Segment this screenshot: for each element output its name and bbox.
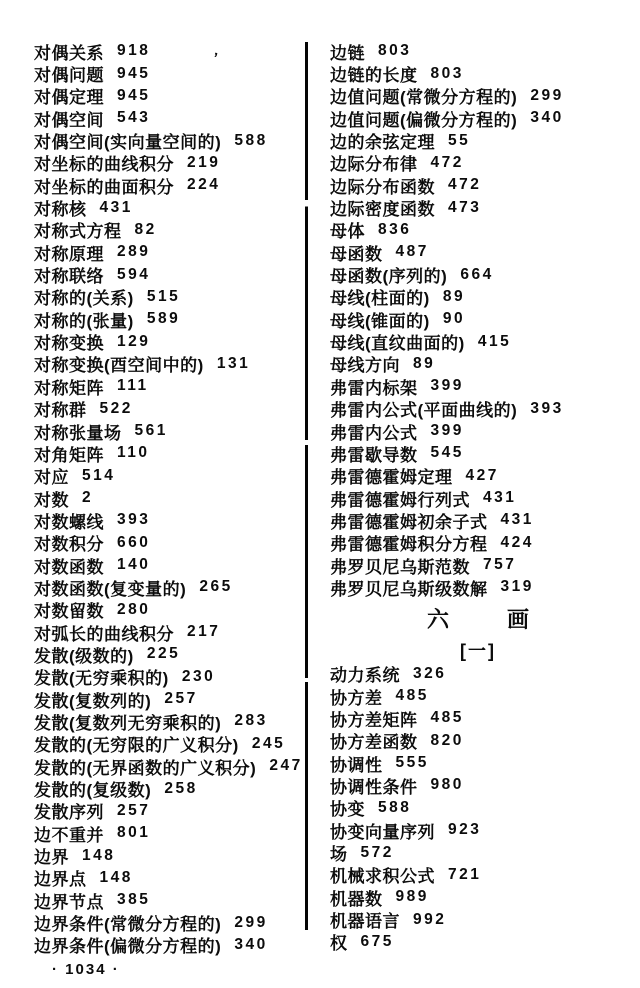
column-divider-rule: [305, 42, 308, 930]
entry-term: 边际分布律: [330, 155, 418, 175]
index-entry: [34, 822, 306, 844]
entry-page-number: 415: [477, 332, 512, 350]
entry-page-number: 225: [146, 645, 181, 663]
entry-term: 协方差矩阵: [330, 710, 418, 730]
entry-page-number: 555: [395, 754, 429, 772]
entry-term: 母线(直纹曲面的): [330, 334, 465, 354]
entry-page-number: 664: [460, 265, 494, 283]
index-entry: [34, 107, 306, 129]
entry-term: 对角矩阵: [34, 445, 104, 465]
entry-term: 发散的(复级数): [34, 781, 152, 801]
index-entry: [34, 308, 306, 330]
entry-page-number: 393: [117, 511, 151, 529]
entry-term: 发散(复数列无穷乘积的): [34, 713, 222, 733]
entry-page-number: 427: [465, 466, 499, 484]
entry-page-number: 280: [117, 600, 151, 618]
page-number-footer: · 1034 ·: [52, 961, 120, 978]
entry-term: 对称核: [34, 200, 87, 220]
entry-page-number: 561: [134, 422, 168, 440]
index-entry: [330, 129, 626, 151]
right-column-top-entries: [330, 40, 626, 599]
index-entry: [34, 152, 306, 174]
entry-page-number: 257: [164, 690, 198, 708]
entry-term: 边值问题(常微分方程的): [330, 88, 518, 108]
index-entry: [330, 663, 626, 685]
entry-term: 对数函数: [34, 557, 104, 577]
entry-page-number: 431: [500, 511, 534, 529]
entry-page-number: 265: [199, 578, 233, 596]
entry-term: 边界条件(常微分方程的): [34, 915, 222, 935]
entry-page-number: 148: [82, 846, 116, 864]
index-entry: [330, 685, 626, 707]
entry-page-number: 148: [99, 868, 133, 886]
entry-term: 机器语言: [330, 912, 400, 932]
entry-term: 母线(锥面的): [330, 311, 430, 331]
index-entry: [330, 774, 626, 796]
entry-term: 对坐标的曲线积分: [34, 155, 174, 175]
index-entry: [34, 867, 306, 889]
entry-term: 对称变换(酉空间中的): [34, 356, 204, 376]
entry-page-number: 129: [117, 332, 151, 350]
index-entry: [34, 330, 306, 352]
index-entry: [34, 420, 306, 442]
index-entry: [34, 889, 306, 911]
entry-page-number: 431: [483, 489, 517, 507]
entry-term: 母体: [330, 222, 365, 242]
entry-term: 边界: [34, 848, 69, 868]
entry-term: 协变向量序列: [330, 822, 435, 842]
entry-page-number: 399: [430, 377, 464, 395]
left-column: [34, 40, 306, 956]
index-entry: [330, 576, 626, 598]
entry-term: 对数积分: [34, 535, 104, 555]
index-entry: [330, 398, 626, 420]
entry-page-number: 515: [146, 287, 181, 305]
scan-artifact-mark: ’: [211, 49, 219, 68]
index-entry: [34, 554, 306, 576]
index-entry: [330, 442, 626, 464]
index-entry: [34, 576, 306, 598]
entry-page-number: 299: [234, 913, 268, 931]
entry-term: 弗雷德霍姆定理: [330, 468, 453, 488]
section-heading-char: 画: [507, 607, 530, 633]
index-entry: [34, 710, 306, 732]
entry-term: 对应: [34, 468, 69, 488]
right-column: [330, 40, 626, 953]
index-entry: [34, 40, 306, 62]
entry-term: 边链的长度: [330, 66, 418, 86]
index-entry: [34, 465, 306, 487]
entry-page-number: 257: [117, 801, 151, 819]
index-entry: [34, 532, 306, 554]
entry-term: 对称原理: [34, 244, 104, 264]
entry-term: 发散序列: [34, 803, 104, 823]
entry-term: 母函数: [330, 244, 383, 264]
entry-term: 对偶空间: [34, 110, 104, 130]
entry-term: 边界点: [34, 870, 87, 890]
entry-page-number: 803: [378, 42, 412, 60]
right-column-bottom-entries: [330, 663, 626, 953]
entry-term: 对偶问题: [34, 66, 104, 86]
entry-page-number: 247: [269, 757, 303, 775]
index-entry: [330, 908, 626, 930]
entry-term: 弗雷内公式: [330, 423, 418, 443]
entry-term: 协调性: [330, 755, 383, 775]
entry-term: 弗雷德霍姆行列式: [330, 490, 470, 510]
index-entry: [34, 800, 306, 822]
index-entry: [330, 330, 626, 352]
entry-page-number: 522: [99, 399, 133, 417]
index-entry: [330, 931, 626, 953]
entry-page-number: 820: [430, 731, 464, 749]
index-entry: [330, 841, 626, 863]
entry-page-number: 385: [117, 891, 151, 909]
entry-term: 弗雷德霍姆积分方程: [330, 535, 488, 555]
index-entry: [34, 621, 306, 643]
entry-term: 对称的(张量): [34, 311, 134, 331]
entry-page-number: 90: [442, 310, 466, 328]
index-entry: [330, 509, 626, 531]
index-entry: [330, 196, 626, 218]
section-heading-char: 六: [426, 607, 449, 633]
entry-page-number: 487: [395, 243, 429, 261]
index-entry: [34, 487, 306, 509]
entry-term: 场: [330, 845, 348, 865]
entry-term: 边的余弦定理: [330, 133, 435, 153]
entry-term: 边不重并: [34, 825, 104, 845]
entry-term: 对数螺线: [34, 512, 104, 532]
index-entry: [330, 554, 626, 576]
entry-page-number: 393: [530, 399, 564, 417]
entry-page-number: 757: [483, 556, 517, 574]
entry-term: 对数: [34, 490, 69, 510]
entry-page-number: 2: [82, 489, 94, 507]
index-entry: [330, 864, 626, 886]
entry-page-number: 140: [117, 556, 151, 574]
entry-term: 动力系统: [330, 666, 400, 686]
entry-page-number: 431: [99, 198, 133, 216]
entry-term: 边际分布函数: [330, 177, 435, 197]
entry-term: 边值问题(偏微分方程的): [330, 110, 518, 130]
index-entry: [330, 707, 626, 729]
entry-page-number: 110: [117, 444, 150, 462]
entry-page-number: 588: [378, 798, 412, 816]
entry-term: 对称群: [34, 401, 87, 421]
entry-term: 发散(级数的): [34, 646, 134, 666]
entry-term: 对弧长的曲线积分: [34, 624, 174, 644]
entry-page-number: 299: [530, 86, 564, 104]
index-entry: [34, 509, 306, 531]
index-entry: [330, 219, 626, 241]
index-entry: [34, 755, 306, 777]
entry-page-number: 219: [187, 153, 221, 171]
entry-page-number: 472: [448, 176, 482, 194]
index-entry: [34, 286, 306, 308]
entry-page-number: 989: [395, 888, 429, 906]
index-entry: [34, 844, 306, 866]
index-entry: [330, 152, 626, 174]
section-heading-six-strokes: [330, 601, 626, 637]
entry-term: 对偶定理: [34, 88, 104, 108]
entry-term: 边界条件(偏微分方程的): [34, 937, 222, 957]
index-entry: [330, 420, 626, 442]
entry-page-number: 230: [181, 667, 216, 685]
entry-term: 协方差函数: [330, 733, 418, 753]
entry-page-number: 424: [500, 533, 534, 551]
index-entry: [34, 733, 306, 755]
entry-term: 对称的(关系): [34, 289, 134, 309]
entry-term: 弗雷德霍姆初余子式: [330, 512, 488, 532]
entry-page-number: 918: [117, 42, 151, 60]
index-entry: [330, 286, 626, 308]
index-entry: [34, 442, 306, 464]
index-entry: [330, 308, 626, 330]
entry-term: 对偶空间(实向量空间的): [34, 133, 222, 153]
entry-page-number: 572: [360, 843, 394, 861]
entry-page-number: 82: [134, 220, 157, 238]
entry-page-number: 980: [430, 776, 464, 794]
entry-page-number: 283: [234, 712, 268, 730]
index-entry: [34, 643, 306, 665]
entry-term: 弗罗贝尼乌斯级数解: [330, 579, 488, 599]
entry-term: 对数函数(复变量的): [34, 579, 187, 599]
index-entry: [34, 219, 306, 241]
entry-page-number: 485: [430, 709, 464, 727]
entry-term: 协调性条件: [330, 777, 418, 797]
index-entry: [330, 532, 626, 554]
index-entry: [34, 62, 306, 84]
entry-term: 协变: [330, 800, 365, 820]
entry-page-number: 89: [413, 354, 436, 372]
index-entry: [34, 353, 306, 375]
index-entry: [330, 752, 626, 774]
entry-page-number: 245: [251, 734, 286, 752]
index-entry: [330, 174, 626, 196]
entry-page-number: 224: [187, 176, 221, 194]
entry-term: 对数留数: [34, 602, 104, 622]
index-entry: [330, 263, 626, 285]
entry-term: 边界节点: [34, 892, 104, 912]
entry-page-number: 399: [430, 422, 464, 440]
index-entry: [330, 487, 626, 509]
index-entry: [34, 398, 306, 420]
entry-page-number: 340: [234, 935, 268, 953]
entry-term: 发散的(无穷限的广义积分): [34, 736, 239, 756]
entry-term: 对称矩阵: [34, 378, 104, 398]
index-entry: [330, 375, 626, 397]
entry-term: 对坐标的曲面积分: [34, 177, 174, 197]
entry-page-number: 588: [234, 131, 268, 149]
entry-page-number: 89: [442, 287, 466, 305]
entry-term: 对称联络: [34, 267, 104, 287]
entry-page-number: 55: [448, 131, 471, 149]
index-entry: [330, 40, 626, 62]
entry-term: 协方差: [330, 688, 383, 708]
index-entry: [34, 688, 306, 710]
index-entry: [330, 730, 626, 752]
entry-page-number: 945: [117, 86, 151, 104]
index-entry: [330, 353, 626, 375]
entry-page-number: 543: [117, 109, 151, 127]
index-entry: [34, 196, 306, 218]
entry-term: 对称张量场: [34, 423, 122, 443]
index-entry: [330, 797, 626, 819]
entry-term: 对称变换: [34, 334, 104, 354]
entry-term: 对称式方程: [34, 222, 122, 242]
entry-page-number: 111: [117, 377, 149, 395]
entry-term: 弗雷内公式(平面曲线的): [330, 401, 518, 421]
entry-term: 发散(复数列的): [34, 691, 152, 711]
entry-page-number: 801: [117, 824, 151, 842]
entry-term: 边链: [330, 43, 365, 63]
entry-page-number: 514: [82, 466, 116, 484]
entry-term: 弗雷内标架: [330, 378, 418, 398]
entry-page-number: 992: [413, 910, 447, 928]
entry-term: 权: [330, 934, 348, 954]
entry-page-number: 258: [164, 779, 198, 797]
index-entry: [34, 375, 306, 397]
entry-page-number: 472: [430, 153, 464, 171]
entry-page-number: 836: [378, 220, 412, 238]
index-entry: [34, 129, 306, 151]
entry-term: 发散的(无界函数的广义积分): [34, 758, 257, 778]
entry-term: 母函数(序列的): [330, 267, 448, 287]
index-entry: [34, 241, 306, 263]
entry-term: 边际密度函数: [330, 200, 435, 220]
index-entry: [330, 241, 626, 263]
index-entry: [34, 263, 306, 285]
index-entry: [34, 934, 306, 956]
entry-page-number: 675: [360, 932, 394, 950]
entry-page-number: 545: [430, 444, 464, 462]
entry-page-number: 803: [430, 64, 464, 82]
entry-term: 母线方向: [330, 356, 400, 376]
index-entry: [330, 107, 626, 129]
index-entry: [330, 85, 626, 107]
index-entry: [330, 886, 626, 908]
entry-page-number: 131: [216, 354, 251, 372]
entry-term: 对偶关系: [34, 43, 104, 63]
entry-term: 母线(柱面的): [330, 289, 430, 309]
index-entry: [330, 819, 626, 841]
entry-term: 机械求积公式: [330, 867, 435, 887]
index-entry: [34, 174, 306, 196]
entry-page-number: 473: [448, 198, 482, 216]
index-entry: [34, 85, 306, 107]
subsection-heading: [一]: [460, 640, 496, 661]
entry-page-number: 485: [395, 687, 429, 705]
entry-page-number: 923: [448, 821, 482, 839]
index-entry: [34, 777, 306, 799]
index-entry: [330, 62, 626, 84]
entry-page-number: 319: [500, 578, 534, 596]
index-entry: [34, 666, 306, 688]
index-entry: [34, 911, 306, 933]
entry-page-number: 289: [117, 243, 151, 261]
entry-term: 弗罗贝尼乌斯范数: [330, 557, 470, 577]
index-entry: [330, 465, 626, 487]
entry-term: 机器数: [330, 889, 383, 909]
index-entry: [34, 599, 306, 621]
entry-page-number: 660: [117, 533, 151, 551]
entry-page-number: 340: [530, 109, 564, 127]
entry-page-number: 326: [413, 664, 447, 682]
entry-term: 发散(无穷乘积的): [34, 669, 169, 689]
entry-page-number: 589: [146, 310, 181, 328]
entry-page-number: 945: [117, 64, 151, 82]
entry-page-number: 217: [187, 623, 221, 641]
entry-term: 弗雷歇导数: [330, 445, 418, 465]
entry-page-number: 721: [448, 865, 482, 883]
entry-page-number: 594: [117, 265, 151, 283]
